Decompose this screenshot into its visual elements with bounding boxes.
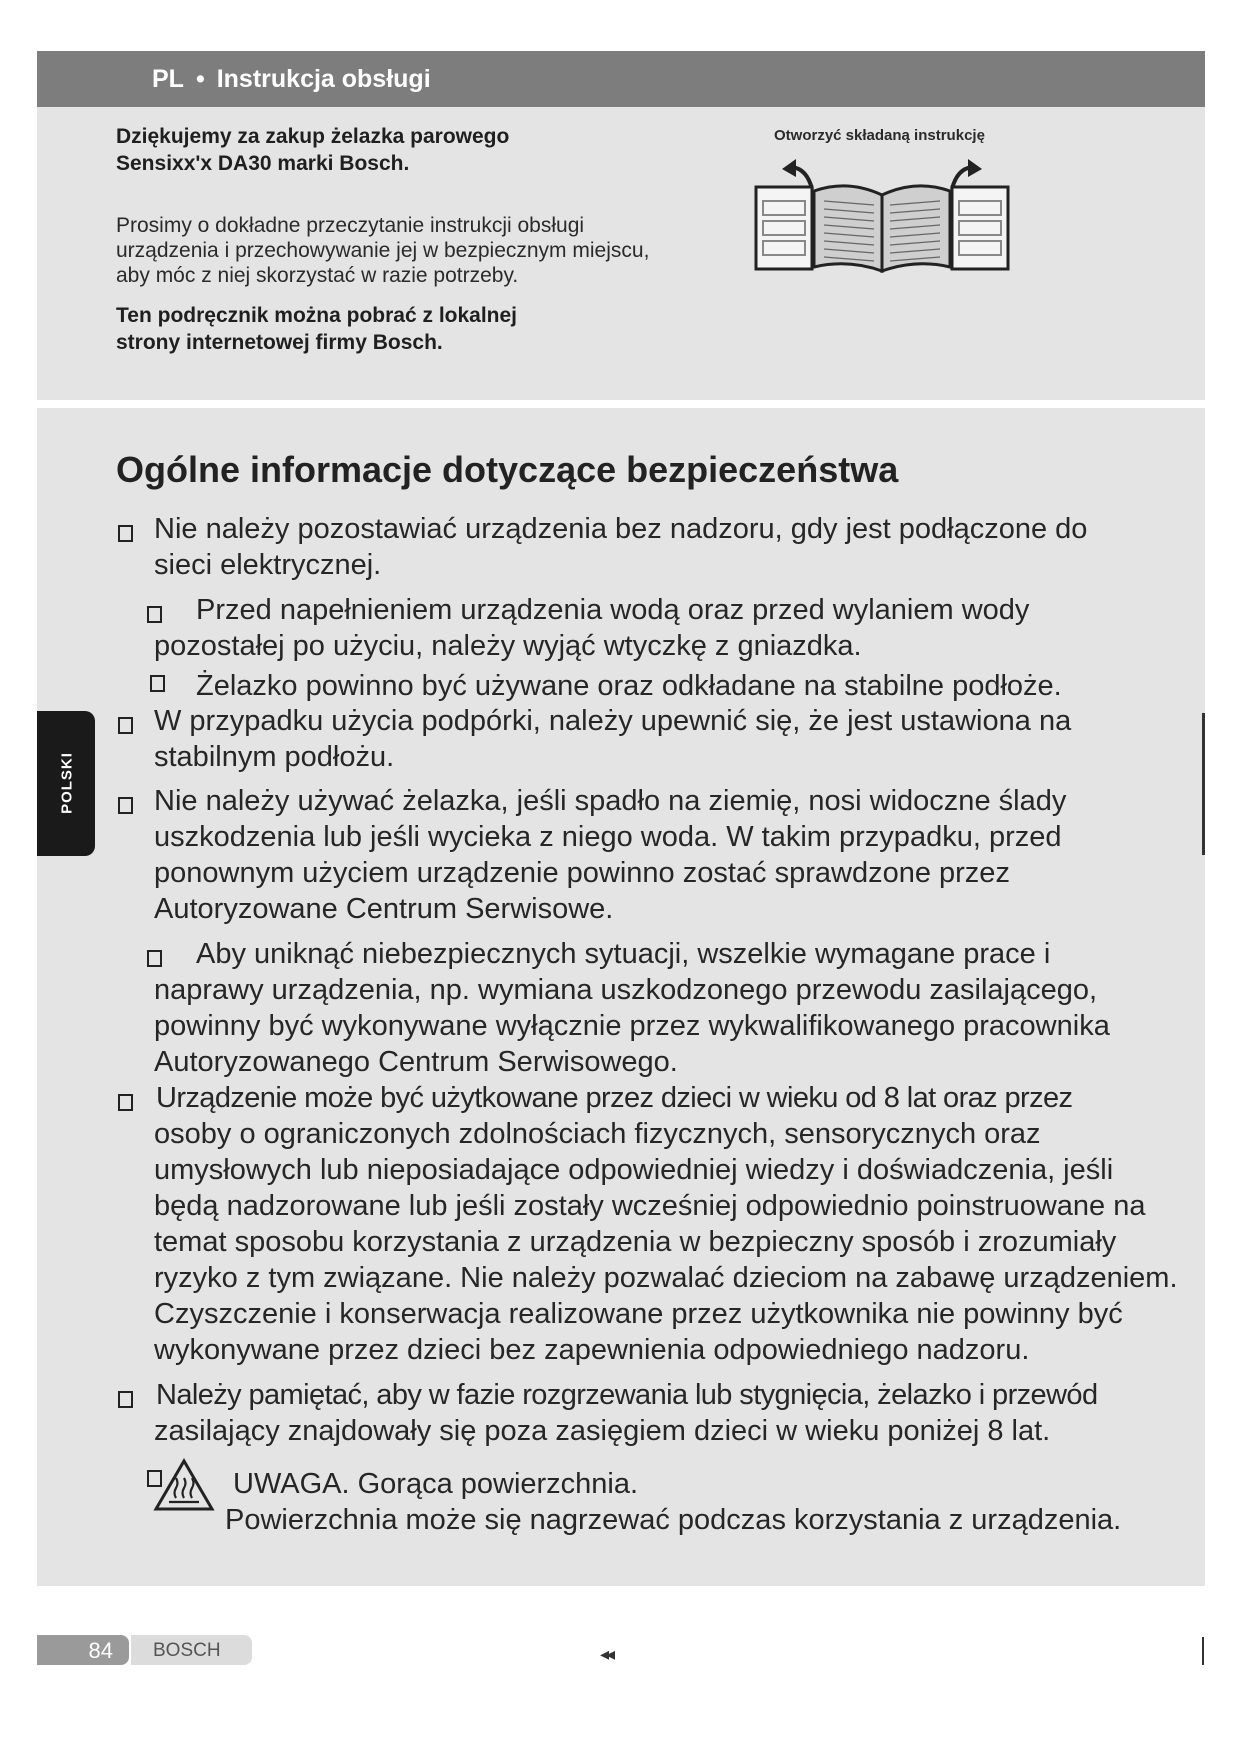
safety-line: naprawy urządzenia, np. wymiana uszkodzonego przewodu zasilającego,: [154, 974, 1098, 1006]
safety-line: temat sposobu korzystania z urządzenia w bezpieczny sposób i zrozumiały: [154, 1226, 1117, 1258]
header-bar: [37, 51, 1205, 107]
download-line-2: strony internetowej firmy Bosch.: [116, 331, 443, 354]
page-number-box: [37, 1635, 129, 1665]
safety-line: zasilający znajdowały się poza zasięgiem dzieci w wieku poniżej 8 lat.: [154, 1415, 1051, 1447]
language-tab: [37, 711, 95, 856]
safety-line: będą nadzorowane lub jeśli zostały wcześniej odpowiednio poinstruowane na: [154, 1190, 1146, 1222]
bullet-icon: [118, 1094, 133, 1111]
safety-line: ponownym użyciem urządzenie powinno zostać sprawdzone przez: [154, 857, 1010, 889]
thanks-text: [116, 123, 509, 177]
bullet-icon: [118, 525, 133, 542]
section-title: Ogólne informacje dotyczące bezpieczeństwa: [116, 449, 899, 490]
please-read-text: Prosimy o dokładne przeczytanie instrukcji obsługi urządzenia i przechowywanie jej w bezpiecznym miejscu, aby móc z niej skorzystać w razie potrzeby.: [116, 214, 650, 287]
safety-line: osoby o ograniczonych zdolnościach fizycznych, sensorycznych oraz: [154, 1118, 1041, 1150]
bullet-icon: [118, 1391, 133, 1408]
safety-line: powinny być wykonywane wyłącznie przez wykwalifikowanego pracownika: [154, 1010, 1110, 1042]
intro-panel: [37, 107, 1205, 400]
safety-line: Nie należy pozostawiać urządzenia bez nadzoru, gdy jest podłączone do: [154, 513, 1088, 545]
page-number: 84: [88, 1638, 113, 1663]
safety-line: sieci elektrycznej.: [154, 549, 382, 581]
bullet-icon: [150, 675, 165, 692]
safety-line: Należy pamiętać, aby w fazie rozgrzewania lub stygnięcia, żelazko i przewód: [156, 1379, 1098, 1411]
fold-out-manual-icon: [752, 149, 1012, 277]
manual-title: Instrukcja obsługi: [216, 65, 431, 93]
safety-line: Czyszczenie i konserwacja realizowane przez użytkownika nie powinny być: [154, 1298, 1123, 1330]
safety-line: pozostałej po użyciu, należy wyjąć wtyczkę z gniazdka.: [154, 630, 862, 662]
safety-section: [37, 408, 1205, 1586]
header-title: [152, 65, 431, 94]
right-edge-marker: [1202, 1637, 1204, 1665]
warning-text: Powierzchnia może się nagrzewać podczas korzystania z urządzenia.: [225, 1504, 1122, 1536]
hot-surface-warning-icon: [153, 1458, 215, 1512]
safety-line: Żelazko powinno być używane oraz odkładane na stabilne podłoże.: [196, 670, 1062, 702]
brand-box: [131, 1635, 252, 1665]
safety-line: wykonywane przez dzieci bez zapewnienia odpowiedniego nadzoru.: [154, 1334, 1030, 1366]
header-separator: •: [195, 65, 205, 93]
safety-line: umysłowych lub nieposiadające odpowiedniej wiedzy i doświadczenia, jeśli: [154, 1154, 1114, 1186]
safety-line: Autoryzowanego Centrum Serwisowego.: [154, 1046, 678, 1078]
section-divider: [37, 400, 1205, 408]
safety-line: ryzyko z tym związane. Nie należy pozwalać dzieciom na zabawę urządzeniem.: [154, 1262, 1178, 1294]
brand-name: BOSCH: [153, 1640, 221, 1661]
download-line-1: Ten podręcznik można pobrać z lokalnej: [116, 304, 518, 327]
safety-line: W przypadku użycia podpórki, należy upewnić się, że jest ustawiona na: [154, 705, 1072, 737]
bullet-icon: [147, 606, 162, 623]
bullet-icon: [118, 797, 133, 814]
safety-line: Aby uniknąć niebezpiecznych sytuacji, wszelkie wymagane prace i: [196, 938, 1051, 970]
download-text: [116, 302, 517, 356]
bullet-icon: [118, 717, 133, 734]
safety-line: Autoryzowane Centrum Serwisowe.: [154, 893, 614, 925]
thanks-line-1: Dziękujemy za zakup żelazka parowego: [116, 125, 510, 148]
right-edge-marker: [1202, 713, 1205, 855]
safety-line: uszkodzenia lub jeśli wycieka z niego woda. W takim przypadku, przed: [154, 821, 1062, 853]
thanks-line-2: Sensixx'x DA30 marki Bosch.: [116, 152, 410, 175]
language-code: PL: [152, 65, 184, 93]
safety-line: Przed napełnieniem urządzenia wodą oraz przed wylaniem wody: [196, 594, 1030, 626]
bullet-icon: [147, 950, 162, 967]
warning-title: UWAGA. Gorąca powierzchnia.: [233, 1468, 639, 1500]
fold-out-caption: Otworzyć składaną instrukcję: [774, 127, 985, 144]
safety-line: Urządzenie może być użytkowane przez dzieci w wieku od 8 lat oraz przez: [156, 1082, 1073, 1114]
language-tab-label: POLSKI: [58, 752, 76, 814]
safety-line: stabilnym podłożu.: [154, 741, 395, 773]
safety-line: Nie należy używać żelazka, jeśli spadło na ziemię, nosi widoczne ślady: [154, 785, 1067, 817]
previous-page-arrows-icon[interactable]: ◂◂: [600, 1644, 613, 1664]
